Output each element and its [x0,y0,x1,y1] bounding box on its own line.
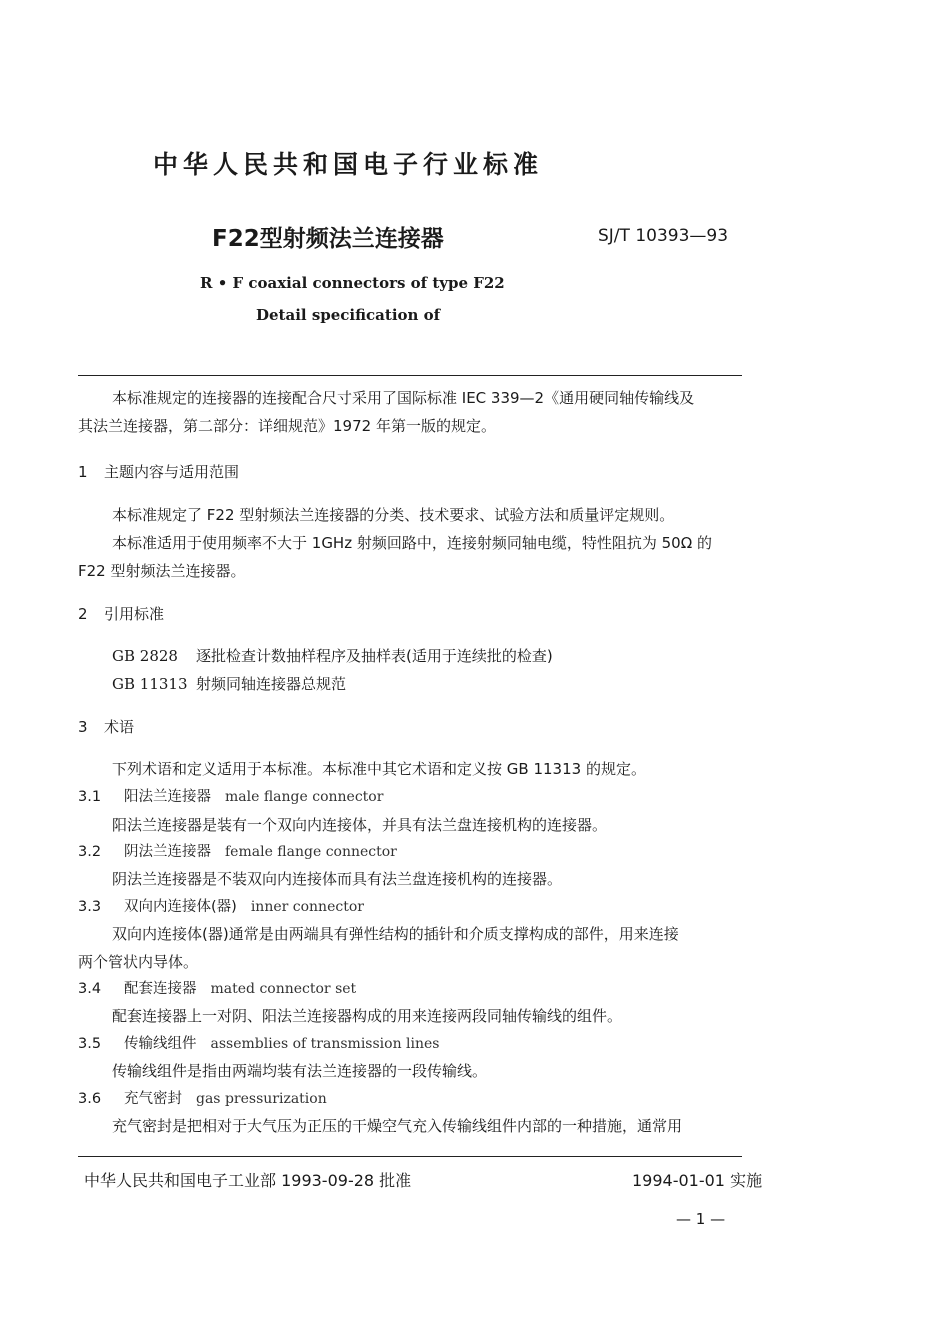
term-3-5-heading [78,1030,439,1058]
effective-date: 1994-01-01 实施 [632,1171,763,1190]
term-3-2-heading [78,838,397,866]
term-3-3-def-line-2: 两个管状内导体。 [78,953,199,971]
term-number: 3.5 [78,1036,102,1052]
term-en: male flange connector [225,789,384,805]
document-code: SJ/T 10393—93 [598,226,729,246]
term-3-6-heading [78,1085,327,1113]
section-title: 主题内容与适用范围 [104,463,240,481]
section-number: 3 [78,718,88,736]
term-3-3-def-line-1: 双向内连接体(器)通常是由两端具有弹性结构的插针和介质支撑构成的部件，用来连接 [112,925,679,943]
reference-text: 逐批检查计数抽样程序及抽样表(适用于连续批的检查) [196,647,553,665]
intro-line-2: 其法兰连接器，第二部分：详细规范》1972 年第一版的规定。 [78,417,496,435]
term-number: 3.1 [78,789,102,805]
term-cn: 阴法兰连接器 [124,844,211,860]
term-cn: 双向内连接体(器) [124,899,237,915]
term-en: female flange connector [225,844,397,860]
section-1-heading [78,458,239,486]
document-title-en-line-2: Detail specification of [256,306,441,324]
standard-name: 中华人民共和国电子行业标准 [153,150,544,179]
term-en: assemblies of transmission lines [210,1036,440,1052]
term-number: 3.6 [78,1091,102,1107]
term-3-5-definition: 传输线组件是指由两端均装有法兰连接器的一段传输线。 [112,1062,488,1080]
term-number: 3.3 [78,899,102,915]
term-cn: 充气密封 [124,1091,182,1107]
intro-line-1: 本标准规定的连接器的连接配合尺寸采用了国际标准 IEC 339—2《通用硬同轴传输线及 [112,389,695,407]
term-en: mated connector set [210,981,357,997]
reference-item [112,642,553,670]
term-3-1-definition: 阳法兰连接器是装有一个双向内连接体，并具有法兰盘连接机构的连接器。 [112,816,608,834]
section-number: 1 [78,463,88,481]
intro-paragraph [78,384,694,440]
approval-line: 中华人民共和国电子工业部 1993-09-28 批准 [84,1171,412,1190]
section-1-paragraph-1: 本标准规定了 F22 型射频法兰连接器的分类、技术要求、试验方法和质量评定规则。 [112,506,675,524]
term-3-4-heading [78,975,356,1003]
reference-text: 射频同轴连接器总规范 [196,675,347,693]
reference-code: GB 2828 [112,647,178,665]
section-number: 2 [78,605,88,623]
section-2-heading [78,600,164,628]
section-1-p2-line-2: F22 型射频法兰连接器。 [78,562,246,580]
term-3-3-heading [78,893,364,921]
header-divider [78,375,742,376]
section-title: 引用标准 [104,605,165,623]
term-en: inner connector [250,899,364,915]
term-number: 3.2 [78,844,102,860]
term-en: gas pressurization [196,1091,327,1107]
term-cn: 阳法兰连接器 [124,789,211,805]
section-3-intro: 下列术语和定义适用于本标准。本标准中其它术语和定义按 GB 11313 的规定。 [112,760,646,778]
term-3-3-definition [78,920,679,976]
page-number: — 1 — [676,1210,726,1228]
section-3-heading [78,713,134,741]
reference-code: GB 11313 [112,675,188,693]
term-number: 3.4 [78,981,102,997]
document-title-cn: F22型射频法兰连接器 [212,226,444,252]
term-3-4-definition: 配套连接器上一对阴、阳法兰连接器构成的用来连接两段同轴传输线的组件。 [112,1007,623,1025]
term-cn: 传输线组件 [124,1036,197,1052]
document-title-en-line-1: R • F coaxial connectors of type F22 [200,274,505,292]
footer-divider [78,1156,742,1157]
term-3-6-definition: 充气密封是把相对于大气压为正压的干燥空气充入传输线组件内部的一种措施，通常用 [112,1117,683,1135]
reference-list [112,642,553,698]
term-3-1-heading [78,783,383,811]
term-3-2-definition: 阴法兰连接器是不装双向内连接体而具有法兰盘连接机构的连接器。 [112,870,563,888]
section-title: 术语 [104,718,135,736]
section-1-paragraph-2 [78,529,712,585]
section-1-p2-line-1: 本标准适用于使用频率不大于 1GHz 射频回路中，连接射频同轴电缆，特性阻抗为 50Ω 的 [112,534,712,552]
reference-item [112,670,553,698]
term-cn: 配套连接器 [124,981,197,997]
